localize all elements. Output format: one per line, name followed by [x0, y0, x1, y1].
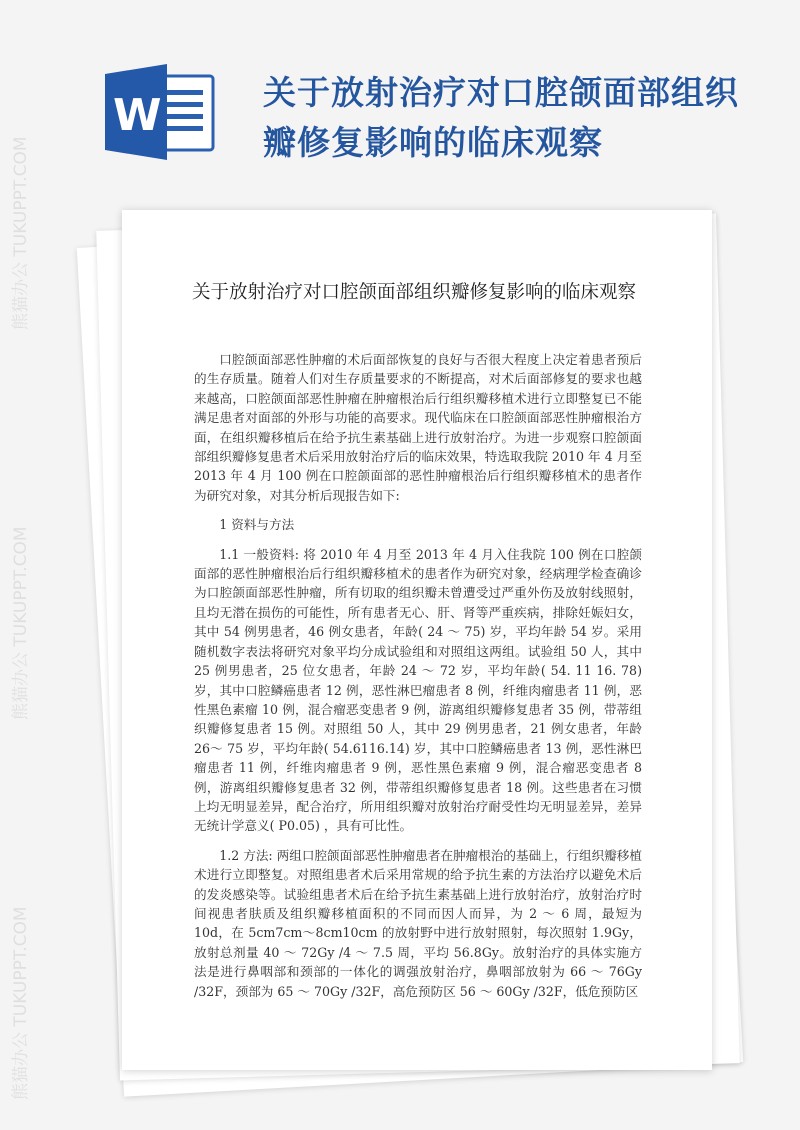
paragraph-intro: 口腔颌面部恶性肿瘤的术后面部恢复的良好与否很大程度上决定着患者预后的生存质量。随着人们对生存质量要求的不断提高，对术后面部修复的要求也越来越高，口腔颌面部恶性肿瘤在肿瘤根治后行组织瓣移植术进行立即整复已不能满足患者对面部的外形与功能的高要求。现代临床在口腔颌面部恶性肿瘤根治方面，在组织瓣移植后在给予抗生素基础上进行放射治疗。为进一步观察口腔颌面部组织瓣修复患者术后采用放射治疗后的临床效果，特选取我院 2010 年 4 月至 2013 年 4 月 100 例在口腔颌面部的恶性肿瘤根治后行组织瓣移植术的患者作为研究对象，对其分析后现报告如下: [194, 352, 642, 503]
watermark-text: 熊猫办公 TUKUPPT.COM [11, 136, 31, 330]
svg-text:W: W [113, 90, 162, 141]
document-body [194, 350, 642, 1011]
paragraph-general-info: 1.1 一般资料: 将 2010 年 4 月至 2013 年 4 月入住我院 100 例在口腔颌面部的恶性肿瘤根治后行组织瓣移植术的患者作为研究对象，经病理学检查确诊为口腔颌面部恶性肿瘤，所有切取的组织瓣未曾遭受过严重外伤及放射线照射，且均无潜在损伤的可能性，所有患者无心、肝、肾等严重疾病，排除妊娠妇女，其中 54 例男患者，46 例女患者，年龄( 24 ～ 75) 岁，平均年龄 54 岁。采用随机数字表法将研究对象平均分成试验组和对照组这两组。试验组 50 人，其中 25 例男患者，25 位女患者，年龄 24 ～ 72 岁，平均年龄( 54. 11 16. 78) 岁，其中口腔鳞癌患者 12 例，恶性淋巴瘤患者 8 例，纤维肉瘤患者 11 例，恶性黑色素瘤 10 例，混合瘤恶变患者 9 例，游离组织瓣修复患者 35 例，带蒂组织瓣修复患者 15 例。对照组 50 人，其中 29 例男患者，21 例女患者，年龄 26～ 75 岁，平均年龄( 54.6116.14) 岁，其中口腔鳞癌患者 13 例，恶性淋巴瘤患者 11 例，纤维肉瘤患者 9 例，恶性黑色素瘤 9 例，混合瘤恶变患者 8 例，游离组织瓣修复患者 32 例，带蒂组织瓣修复患者 18 例。这些患者在习惯上均无明显差异，配合治疗，所用组织瓣对放射治疗耐受性均无明显差异，差异无统计学意义( P0.05) ，具有可比性。 [194, 546, 642, 834]
watermark-text: 熊猫办公 TUKUPPT.COM [11, 906, 31, 1100]
page-header [0, 0, 800, 200]
paragraph-methods: 1.2 方法: 两组口腔颌面部恶性肿瘤患者在肿瘤根治的基础上，行组织瓣移植术进行立即整复。对照组患者术后采用常规的给予抗生素的方法治疗以避免术后的发炎感染等。试验组患者术后在给予抗生素基础上进行放射治疗，放射治疗时间视患者肤质及组织瓣移植面积的不同而因人而异，为 2 ～ 6 周，最短为 10d，在 5cm7cm～8cm10cm 的放射野中进行放射照射，每次照射 1.9Gy，放射总剂量 40 ～ 72Gy /4 ～ 7.5 周，平均 56.8Gy。放射治疗的具体实施方法是进行鼻咽部和颈部的一体化的调强放射治疗，鼻咽部放射为 66 ～ 76Gy /32F，颈部为 65 ～ 70Gy /32F，高危预防区 56 ～ 60Gy /32F，低危预防区 [194, 847, 642, 999]
word-document-icon [105, 62, 220, 162]
document-title: 关于放射治疗对口腔颌面部组织瓣修复影响的临床观察 [192, 282, 637, 303]
header-title: 关于放射治疗对口腔颌面部组织瓣修复影响的临床观察 [263, 73, 739, 162]
document-page [122, 210, 712, 1070]
watermark-text: 熊猫办公 TUKUPPT.COM [11, 526, 31, 720]
section-heading: 1 资料与方法 [219, 517, 295, 533]
